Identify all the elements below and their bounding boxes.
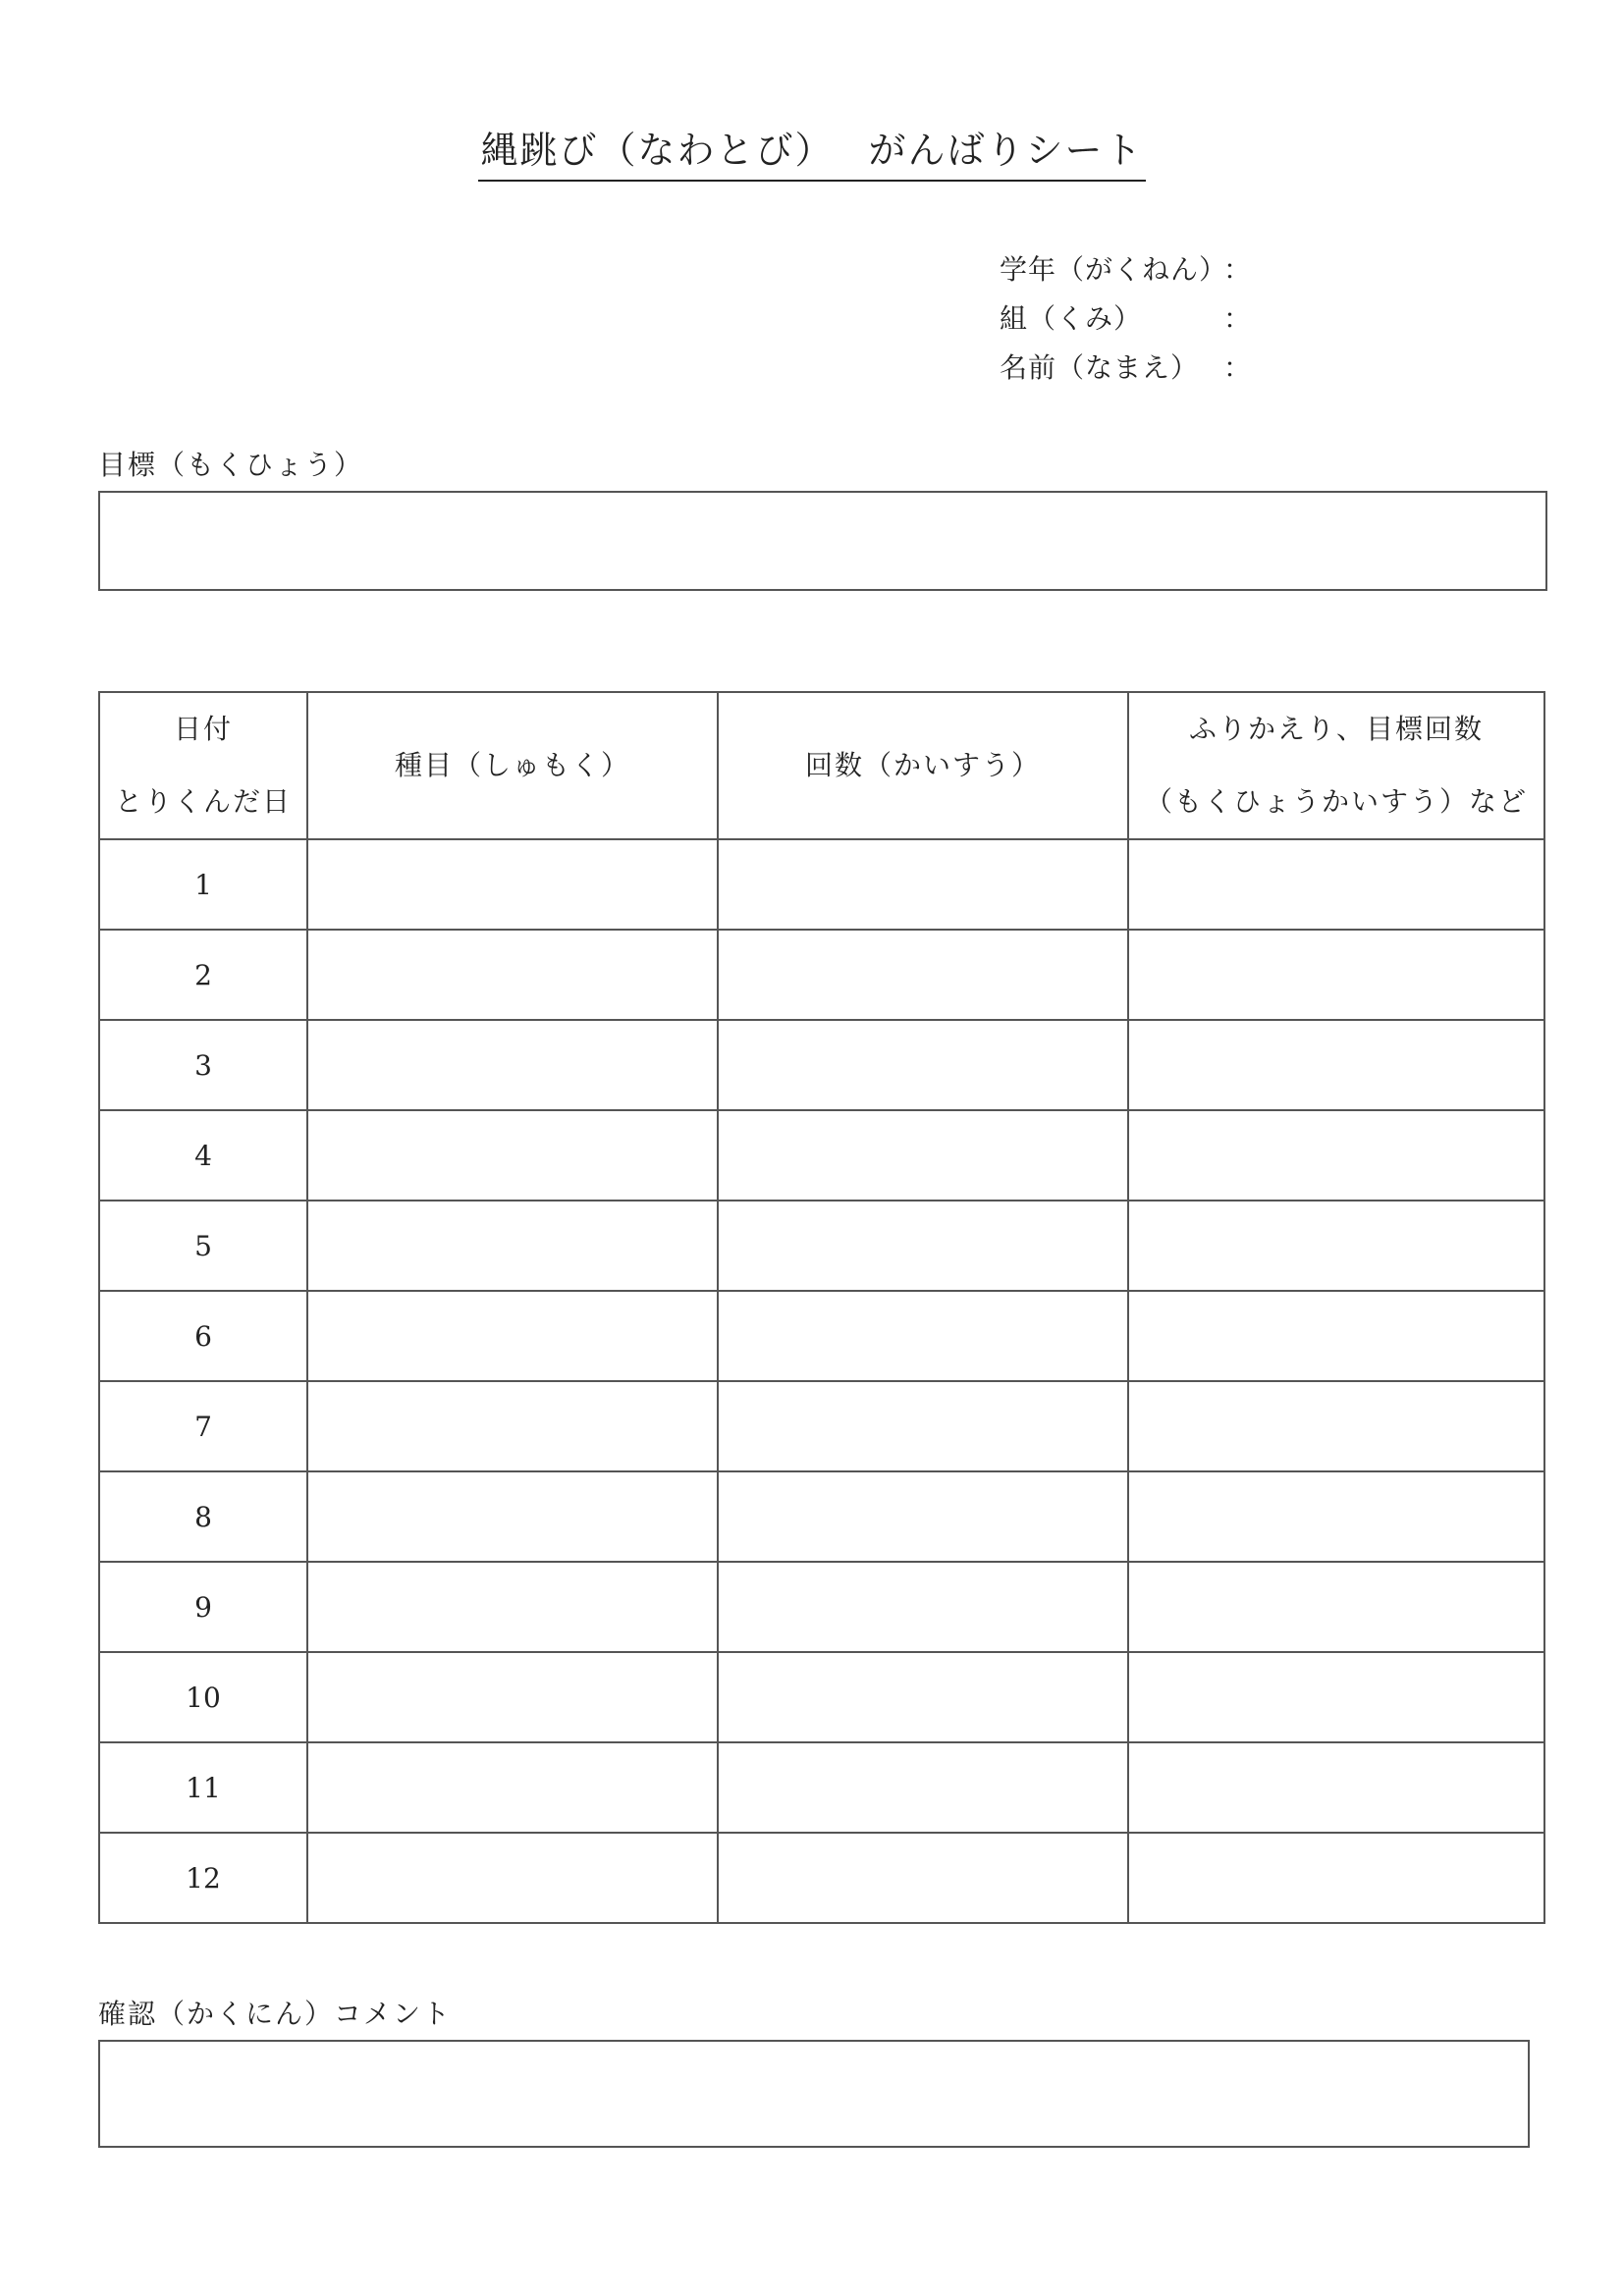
reflection-cell[interactable] — [1128, 1471, 1544, 1562]
header-event: 種目（しゅもく） — [307, 692, 718, 839]
class-row — [1000, 294, 1294, 344]
row-number: 8 — [99, 1471, 307, 1562]
table-row — [99, 1471, 1544, 1562]
header-reflection-line1: ふりかえり、目標回数 — [1188, 713, 1484, 745]
table-row — [99, 1291, 1544, 1381]
count-cell[interactable] — [718, 1020, 1128, 1110]
row-number: 9 — [99, 1562, 307, 1652]
table-row — [99, 1652, 1544, 1742]
name-row — [1000, 344, 1294, 393]
count-cell[interactable] — [718, 1562, 1128, 1652]
row-number: 6 — [99, 1291, 307, 1381]
count-cell[interactable] — [718, 1652, 1128, 1742]
header-date — [99, 692, 307, 839]
count-cell[interactable] — [718, 1381, 1128, 1471]
event-cell[interactable] — [307, 1562, 718, 1652]
page-title: 縄跳び（なわとび） がんばりシート — [478, 120, 1145, 182]
reflection-cell[interactable] — [1128, 1562, 1544, 1652]
reflection-cell[interactable] — [1128, 1110, 1544, 1201]
count-cell[interactable] — [718, 1742, 1128, 1833]
table-row — [99, 1562, 1544, 1652]
event-cell[interactable] — [307, 1020, 718, 1110]
grade-label: 学年（がくねん） — [1000, 253, 1228, 286]
row-number: 7 — [99, 1381, 307, 1471]
header-date-line2: とりくんだ日 — [114, 785, 292, 818]
header-count: 回数（かいすう） — [718, 692, 1128, 839]
table-row — [99, 1381, 1544, 1471]
row-number: 3 — [99, 1020, 307, 1110]
row-number: 5 — [99, 1201, 307, 1291]
count-cell[interactable] — [718, 1110, 1128, 1201]
header-reflection — [1128, 692, 1544, 839]
name-separator: ： — [1223, 351, 1252, 384]
record-table — [98, 691, 1545, 1924]
reflection-cell[interactable] — [1128, 1201, 1544, 1291]
table-row — [99, 1110, 1544, 1201]
count-cell[interactable] — [718, 1471, 1128, 1562]
header-reflection-line2: （もくひょうかいすう）など — [1144, 785, 1528, 818]
count-cell[interactable] — [718, 1833, 1128, 1923]
name-label: 名前（なまえ） — [1000, 351, 1200, 384]
table-row — [99, 1833, 1544, 1923]
reflection-cell[interactable] — [1128, 1381, 1544, 1471]
header-date-line1: 日付 — [173, 713, 233, 745]
reflection-cell[interactable] — [1128, 1742, 1544, 1833]
event-cell[interactable] — [307, 1652, 718, 1742]
event-cell[interactable] — [307, 1833, 718, 1923]
page-title-wrapper — [0, 120, 1624, 182]
row-number: 2 — [99, 930, 307, 1020]
confirmation-label: 確認（かくにん）コメント — [98, 1998, 453, 2030]
grade-separator: ： — [1223, 253, 1252, 286]
student-info — [1000, 245, 1294, 393]
goal-label: 目標（もくひょう） — [98, 449, 364, 481]
reflection-cell[interactable] — [1128, 1833, 1544, 1923]
confirmation-comment-box[interactable] — [98, 2040, 1530, 2148]
event-cell[interactable] — [307, 839, 718, 930]
count-cell[interactable] — [718, 1291, 1128, 1381]
grade-row — [1000, 245, 1294, 294]
table-row — [99, 839, 1544, 930]
event-cell[interactable] — [307, 1201, 718, 1291]
table-row — [99, 1020, 1544, 1110]
event-cell[interactable] — [307, 1110, 718, 1201]
row-number: 11 — [99, 1742, 307, 1833]
table-row — [99, 1201, 1544, 1291]
reflection-cell[interactable] — [1128, 1291, 1544, 1381]
count-cell[interactable] — [718, 930, 1128, 1020]
count-cell[interactable] — [718, 839, 1128, 930]
row-number: 12 — [99, 1833, 307, 1923]
reflection-cell[interactable] — [1128, 1020, 1544, 1110]
row-number: 4 — [99, 1110, 307, 1201]
table-row — [99, 1742, 1544, 1833]
row-number: 10 — [99, 1652, 307, 1742]
event-cell[interactable] — [307, 1742, 718, 1833]
event-cell[interactable] — [307, 1291, 718, 1381]
table-row — [99, 930, 1544, 1020]
reflection-cell[interactable] — [1128, 1652, 1544, 1742]
reflection-cell[interactable] — [1128, 839, 1544, 930]
count-cell[interactable] — [718, 1201, 1128, 1291]
goal-input-box[interactable] — [98, 491, 1547, 591]
event-cell[interactable] — [307, 1471, 718, 1562]
event-cell[interactable] — [307, 1381, 718, 1471]
event-cell[interactable] — [307, 930, 718, 1020]
table-header-row — [99, 692, 1544, 839]
reflection-cell[interactable] — [1128, 930, 1544, 1020]
class-separator: ： — [1223, 302, 1252, 335]
class-label: 組（くみ） — [1000, 302, 1143, 335]
row-number: 1 — [99, 839, 307, 930]
